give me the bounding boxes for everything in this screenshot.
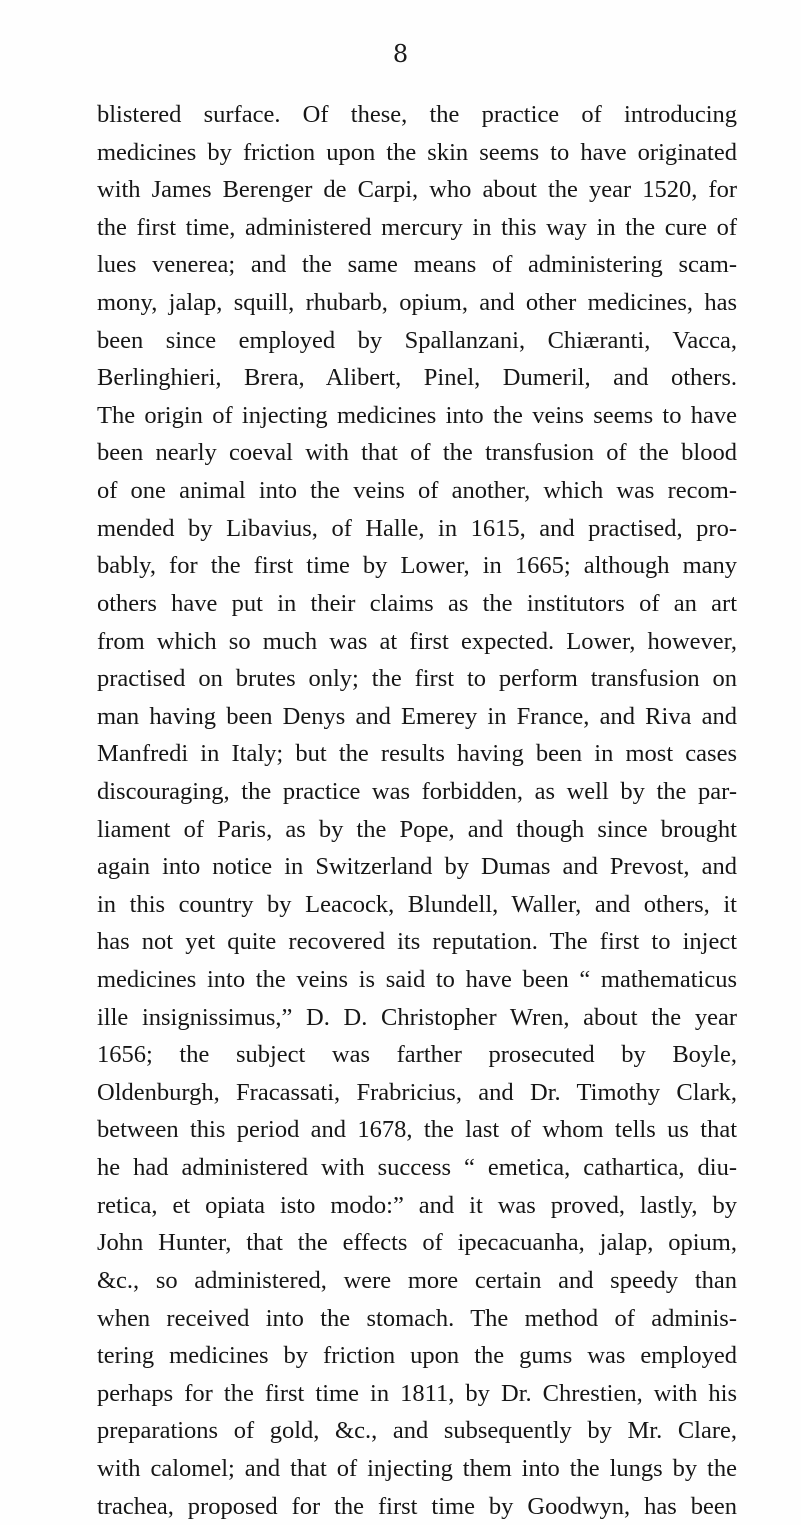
text-line: discouraging, the practice was forbidden, as well by the par- <box>97 777 737 805</box>
text-line: preparations of gold, &c., and subsequently by Mr. Clare, <box>97 1417 737 1445</box>
text-line: mony, jalap, squill, rhubarb, opium, and other medicines, has <box>97 289 737 317</box>
text-line: been nearly coeval with that of the transfusion of the blood <box>97 439 737 467</box>
text-line: with James Berenger de Carpi, who about the year 1520, for <box>97 176 737 204</box>
text-line: lues venerea; and the same means of administering scam- <box>97 251 737 279</box>
text-line: blistered surface. Of these, the practice of introducing <box>97 101 737 128</box>
text-line: between this period and 1678, the last of whom tells us that <box>97 1116 737 1144</box>
text-line: with calomel; and that of injecting them into the lungs by the <box>97 1454 737 1482</box>
text-line: he had administered with success “ emetica, cathartica, diu- <box>97 1154 737 1182</box>
page-number: 8 <box>392 40 409 68</box>
text-line: perhaps for the first time in 1811, by Dr. Chrestien, with his <box>97 1379 737 1407</box>
text-line: medicines into the veins is said to have been “ mathematicus <box>97 966 737 994</box>
text-line: 1656; the subject was farther prosecuted by Boyle, <box>97 1041 737 1069</box>
text-line: John Hunter, that the effects of ipecacuanha, jalap, opium, <box>97 1229 737 1257</box>
text-line: The origin of injecting medicines into the veins seems to have <box>97 401 737 429</box>
text-line: ille insignissimus,” D. D. Christopher Wren, about the year <box>97 1003 737 1031</box>
text-line: bably, for the first time by Lower, in 1665; although many <box>97 552 737 580</box>
text-line: &c., so administered, were more certain and speedy than <box>97 1266 737 1294</box>
text-line: has not yet quite recovered its reputation. The first to inject <box>97 928 737 956</box>
text-line: Manfredi in Italy; but the results having been in most cases <box>97 740 737 768</box>
text-line: the first time, administered mercury in this way in the cure of <box>97 213 737 241</box>
text-line: medicines by friction upon the skin seems to have originated <box>97 138 737 166</box>
text-line: man having been Denys and Emerey in France, and Riva and <box>97 702 737 730</box>
text-line: from which so much was at first expected. Lower, however, <box>97 627 737 655</box>
text-line: again into notice in Switzerland by Dumas and Prevost, and <box>97 853 737 881</box>
text-line: been since employed by Spallanzani, Chiæranti, Vacca, <box>97 326 737 354</box>
text-line: liament of Paris, as by the Pope, and though since brought <box>97 815 737 843</box>
text-line: in this country by Leacock, Blundell, Waller, and others, it <box>97 890 737 918</box>
text-line: others have put in their claims as the institutors of an art <box>97 589 737 617</box>
text-line: practised on brutes only; the first to perform transfusion on <box>97 665 737 693</box>
body-text <box>97 96 737 1525</box>
text-line: Berlinghieri, Brera, Alibert, Pinel, Dumeril, and others. <box>97 364 737 392</box>
text-line: mended by Libavius, of Halle, in 1615, and practised, pro- <box>97 514 737 542</box>
text-line: trachea, proposed for the first time by Goodwyn, has been <box>97 1492 737 1520</box>
text-line: Oldenburgh, Fracassati, Frabricius, and Dr. Timothy Clark, <box>97 1078 737 1106</box>
text-line: when received into the stomach. The method of adminis- <box>97 1304 737 1332</box>
text-line: tering medicines by friction upon the gums was employed <box>97 1342 737 1370</box>
text-line: of one animal into the veins of another, which was recom- <box>97 477 737 505</box>
text-line: retica, et opiata isto modo:” and it was proved, lastly, by <box>97 1191 737 1219</box>
